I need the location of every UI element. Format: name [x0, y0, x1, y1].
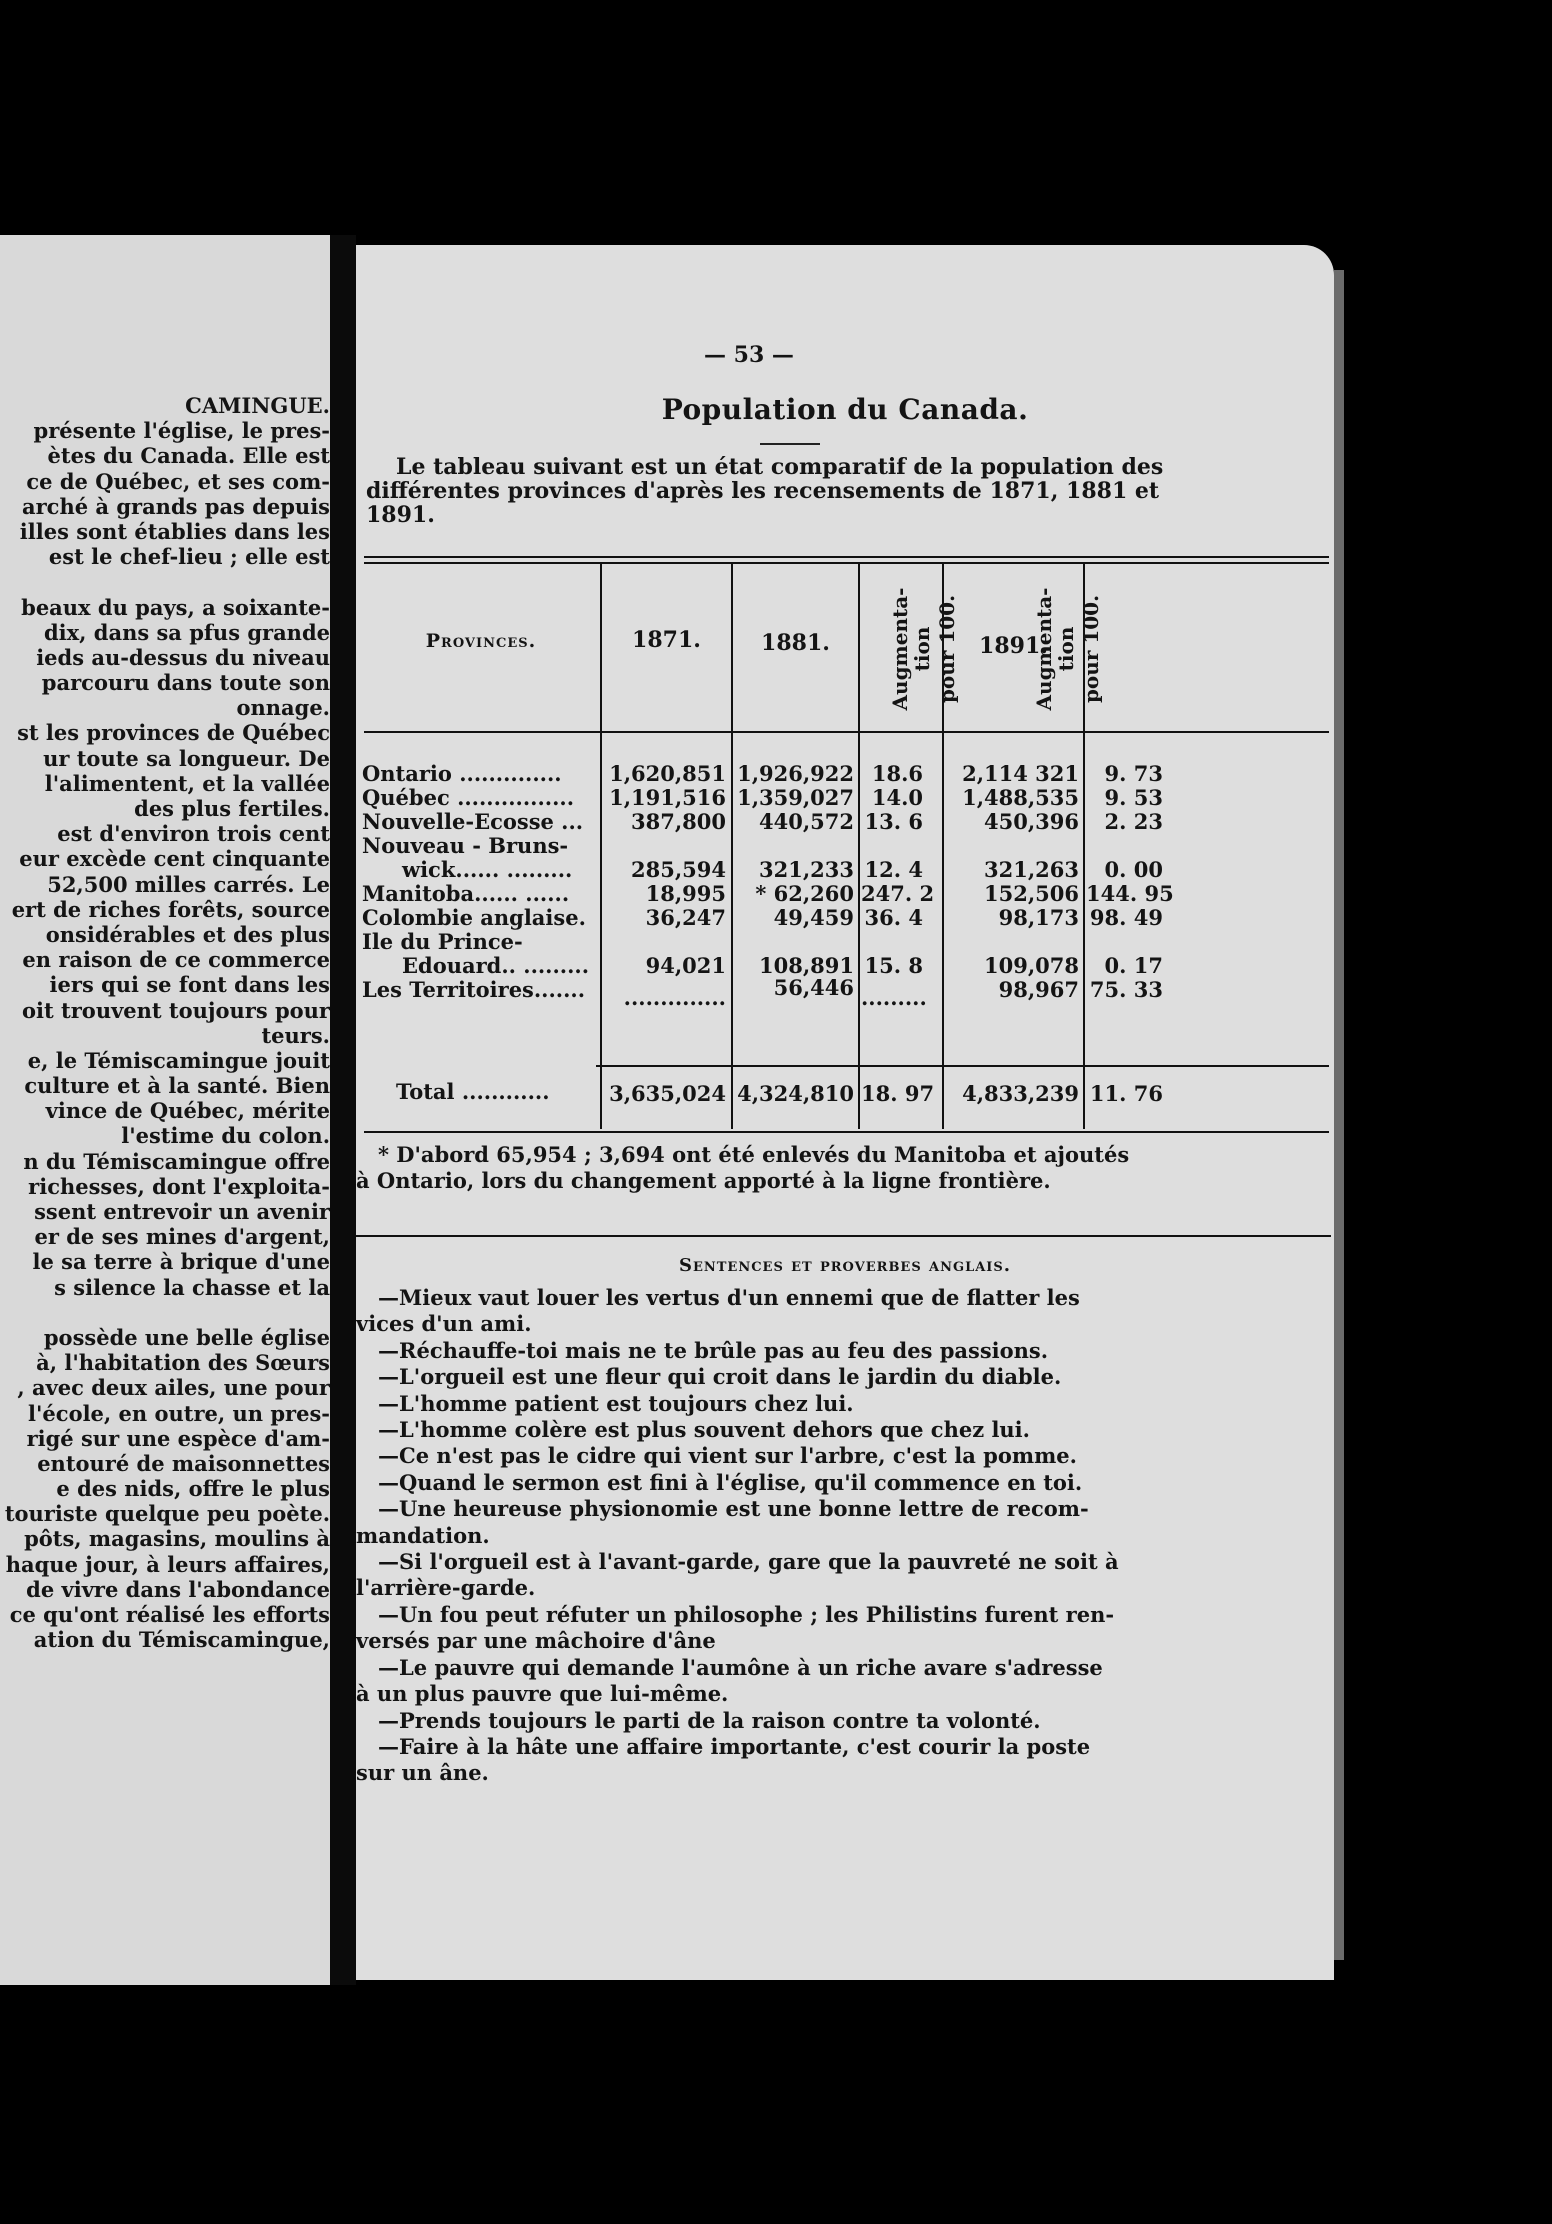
- total-label: Total ............: [396, 1079, 550, 1104]
- left-page: [0, 235, 330, 1985]
- value-1881: 1,359,027: [737, 785, 854, 810]
- left-line: CAMINGUE.: [185, 393, 330, 418]
- left-line: entouré de maisonnettes: [37, 1450, 330, 1476]
- left-line: des plus fertiles.: [134, 796, 330, 821]
- sentence-line: —L'homme patient est toujours chez lui.: [378, 1390, 854, 1416]
- value-1871: 285,594: [631, 857, 726, 882]
- value-1891: 450,396: [984, 809, 1079, 834]
- left-line: l'estime du colon.: [121, 1123, 330, 1149]
- left-line: st les provinces de Québec: [17, 720, 330, 746]
- left-line: ert de riches forêts, source: [11, 896, 330, 922]
- sentence-line: —Réchauffe-toi mais ne te brûle pas au feu des passions.: [378, 1337, 1049, 1363]
- value-1871: ..............: [623, 985, 726, 1010]
- header-aug-line: tion: [1054, 626, 1078, 672]
- header-provinces: Provinces.: [425, 630, 537, 652]
- sentence-line: —Ce n'est pas le cidre qui vient sur l'arbre, c'est la pomme.: [378, 1443, 1077, 1469]
- left-line: onnage.: [236, 695, 330, 721]
- left-line: de vivre dans l'abondance: [26, 1576, 330, 1602]
- intro-paragraph: [366, 455, 1326, 527]
- sentence-line: —L'orgueil est une fleur qui croit dans le jardin du diable.: [378, 1364, 1062, 1390]
- left-line: , avec deux ailes, une pour: [17, 1375, 330, 1401]
- left-line: ce qu'ont réalisé les efforts: [9, 1602, 330, 1627]
- page-title: Population du Canada.: [661, 393, 1029, 426]
- left-line: rigé sur une espèce d'am-: [26, 1425, 330, 1451]
- value-1871: 94,021: [645, 953, 726, 978]
- value-aug-1891: 0. 17: [1104, 953, 1163, 978]
- right-page: [356, 245, 1334, 1980]
- left-line: à, l'habitation des Sœurs: [36, 1350, 330, 1376]
- sentence-line: à un plus pauvre que lui-même.: [356, 1681, 729, 1707]
- province-name-cont: wick...... .........: [402, 857, 573, 882]
- value-aug-1891: 75. 33: [1089, 977, 1163, 1002]
- sentence-line: —Prends toujours le parti de la raison contre ta volonté.: [378, 1707, 1041, 1733]
- sentences-heading: Sentences et proverbes anglais.: [678, 1255, 1012, 1276]
- province-name: Les Territoires.......: [362, 977, 586, 1002]
- value-aug-1881: 247. 2: [861, 881, 935, 906]
- province-name: Manitoba...... ......: [362, 881, 570, 906]
- total-aug-1881: 18. 97: [861, 1081, 935, 1106]
- value-1881: 108,891: [759, 953, 854, 978]
- left-line: ssent entrevoir un avenir: [34, 1199, 330, 1224]
- total-aug-1891: 11. 76: [1089, 1081, 1163, 1106]
- value-aug-1881: 15. 8: [864, 953, 923, 978]
- left-line: richesses, dont l'exploita-: [28, 1173, 330, 1199]
- value-aug-1881: 18.6: [871, 761, 923, 786]
- value-1891: 98,173: [998, 905, 1079, 930]
- column-rule: [858, 563, 860, 1129]
- intro-line: Le tableau suivant est un état comparatif de la population des: [396, 455, 1164, 479]
- value-aug-1891: 9. 53: [1104, 785, 1163, 810]
- book-gutter: [330, 235, 356, 1985]
- value-1881: 49,459: [773, 905, 854, 930]
- province-name: Ile du Prince-: [362, 929, 523, 954]
- value-aug-1881: 12. 4: [864, 857, 923, 882]
- value-aug-1881: .........: [861, 985, 927, 1010]
- value-1891: 109,078: [984, 953, 1079, 978]
- section-rule: [356, 1235, 1331, 1237]
- sentence-line: —Mieux vaut louer les vertus d'un ennemi que de flatter les: [378, 1285, 1080, 1310]
- left-line: touriste quelque peu poète.: [4, 1501, 330, 1527]
- total-1881: 4,324,810: [737, 1081, 854, 1106]
- left-line: pôts, magasins, moulins à: [24, 1526, 330, 1552]
- table-footnote: [356, 1142, 1331, 1194]
- left-line: parcouru dans toute son: [41, 670, 330, 696]
- left-line: eur excède cent cinquante: [19, 846, 330, 872]
- header-1891: 1891.: [979, 633, 1048, 659]
- sentence-line: versés par une mâchoire d'âne: [356, 1628, 716, 1654]
- total-1871: 3,635,024: [609, 1081, 726, 1106]
- sentence-line: —Un fou peut réfuter un philosophe ; les Philistins furent ren-: [378, 1601, 1115, 1627]
- sentence-line: —Une heureuse physionomie est une bonne lettre de recom-: [378, 1496, 1089, 1522]
- left-line: ce de Québec, et ses com-: [26, 468, 330, 494]
- value-aug-1891: 0. 00: [1104, 857, 1163, 882]
- left-line: le sa terre à brique d'une: [32, 1249, 330, 1275]
- title-rule: [760, 443, 820, 445]
- header-aug-line: tion: [910, 626, 934, 672]
- intro-line: 1891.: [366, 503, 435, 527]
- header-aug-line: Augmenta-: [1032, 587, 1056, 711]
- value-1891: 2,114 321: [962, 761, 1079, 786]
- header-aug-line: pour 100.: [1079, 594, 1103, 704]
- left-line: 52,500 milles carrés. Le: [47, 871, 330, 897]
- table-bottom-rule: [364, 1131, 1329, 1133]
- left-line: l'alimentent, et la vallée: [44, 770, 330, 796]
- total-rule: [596, 1065, 1329, 1067]
- left-line: ation du Témiscamingue,: [33, 1627, 330, 1653]
- header-1881: 1881.: [761, 630, 830, 656]
- sentence-line: mandation.: [356, 1522, 490, 1548]
- sentence-line: —Quand le sermon est fini à l'église, qu'il commence en toi.: [378, 1469, 1083, 1495]
- page-number: — 53 —: [704, 342, 794, 368]
- value-1881: * 62,260: [755, 881, 854, 906]
- province-name: Ontario ..............: [362, 761, 562, 786]
- left-line: illes sont établies dans les: [19, 518, 330, 544]
- left-line: arché à grands pas depuis: [22, 493, 330, 519]
- left-line: onsidérables et des plus: [45, 921, 330, 947]
- header-aug-line: pour 100.: [935, 594, 959, 704]
- intro-line: différentes provinces d'après les recensements de 1871, 1881 et: [366, 479, 1160, 503]
- province-name: Nouveau - Bruns-: [362, 833, 569, 858]
- value-1891: 1,488,535: [962, 785, 1079, 810]
- sentence-line: l'arrière-garde.: [356, 1575, 536, 1601]
- left-line: haque jour, à leurs affaires,: [5, 1551, 330, 1577]
- value-1891: 321,263: [984, 857, 1079, 882]
- header-1871: 1871.: [632, 627, 701, 653]
- left-line: possède une belle église: [43, 1324, 330, 1350]
- left-line: er de ses mines d'argent,: [34, 1224, 330, 1250]
- left-line: présente l'église, le pres-: [33, 418, 330, 444]
- left-line: dix, dans sa pfus grande: [43, 619, 330, 645]
- left-line: l'école, en outre, un pres-: [28, 1400, 330, 1426]
- sentence-line: —Faire à la hâte une affaire importante, c'est courir la poste: [378, 1733, 1091, 1759]
- value-aug-1881: 13. 6: [864, 809, 923, 834]
- table-top-rule: [364, 562, 1329, 564]
- total-1891: 4,833,239: [962, 1081, 1079, 1106]
- header-aug-line: Augmenta-: [888, 587, 912, 711]
- value-1881: 1,926,922: [737, 761, 854, 786]
- value-1871: 1,191,516: [609, 785, 726, 810]
- province-name-cont: Edouard.. .........: [402, 953, 590, 978]
- left-line: est le chef-lieu ; elle est: [48, 544, 330, 570]
- sentence-line: —L'homme colère est plus souvent dehors que chez lui.: [378, 1417, 1030, 1443]
- left-line: oit trouvent toujours pour: [22, 997, 330, 1023]
- value-1881: 440,572: [759, 809, 854, 834]
- header-bottom-rule: [364, 731, 1329, 733]
- footnote-line: * D'abord 65,954 ; 3,694 ont été enlevés du Manitoba et ajoutés: [378, 1142, 1130, 1167]
- province-name: Colombie anglaise.: [362, 905, 586, 930]
- value-aug-1881: 36. 4: [864, 905, 923, 930]
- left-line: [0, 1300, 330, 1325]
- value-aug-1891: 9. 73: [1104, 761, 1163, 786]
- table-top-rule: [364, 556, 1329, 558]
- sentence-line: vices d'un ami.: [356, 1311, 532, 1337]
- footnote-line: à Ontario, lors du changement apporté à la ligne frontière.: [356, 1168, 1051, 1193]
- left-line: en raison de ce commerce: [22, 947, 330, 973]
- value-1871: 1,620,851: [609, 761, 726, 786]
- province-name: Québec ................: [362, 785, 575, 810]
- value-1871: 18,995: [645, 881, 726, 906]
- sentence-line: sur un âne.: [356, 1760, 489, 1786]
- left-page-text: [0, 393, 330, 1652]
- left-line: [0, 569, 330, 594]
- left-line: beaux du pays, a soixante-: [21, 594, 330, 620]
- value-aug-1891: 98. 49: [1089, 905, 1163, 930]
- left-line: ur toute sa longueur. De: [43, 745, 330, 771]
- value-aug-1891: 2. 23: [1104, 809, 1163, 834]
- left-line: teurs.: [261, 1022, 330, 1048]
- left-line: e, le Témiscamingue jouit: [27, 1047, 330, 1073]
- value-1891: 98,967: [998, 977, 1079, 1002]
- value-1881: 321,233: [759, 857, 854, 882]
- sentence-line: —Le pauvre qui demande l'aumône à un riche avare s'adresse: [378, 1654, 1103, 1680]
- value-aug-1881: 14.0: [871, 785, 923, 810]
- left-line: culture et à la santé. Bien: [24, 1073, 330, 1099]
- page-edge: [1334, 270, 1344, 1960]
- value-1871: 387,800: [631, 809, 726, 834]
- left-line: iers qui se font dans les: [49, 972, 330, 998]
- left-line: ètes du Canada. Elle est: [47, 443, 330, 469]
- left-line: vince de Québec, mérite: [45, 1098, 330, 1124]
- left-line: est d'environ trois cent: [57, 821, 330, 847]
- value-1881: 56,446: [773, 975, 854, 1000]
- left-line: e des nids, offre le plus: [56, 1476, 330, 1502]
- value-1891: 152,506: [984, 881, 1079, 906]
- sentences-list: [356, 1285, 1334, 1787]
- value-aug-1891: 144. 95: [1086, 881, 1174, 906]
- value-1871: 36,247: [645, 905, 726, 930]
- left-line: s silence la chasse et la: [54, 1274, 330, 1300]
- province-name: Nouvelle-Ecosse ...: [362, 809, 584, 834]
- left-line: n du Témiscamingue offre: [23, 1148, 330, 1174]
- left-line: ieds au-dessus du niveau: [36, 644, 330, 670]
- sentence-line: —Si l'orgueil est à l'avant-garde, gare que la pauvreté ne soit à: [378, 1549, 1119, 1575]
